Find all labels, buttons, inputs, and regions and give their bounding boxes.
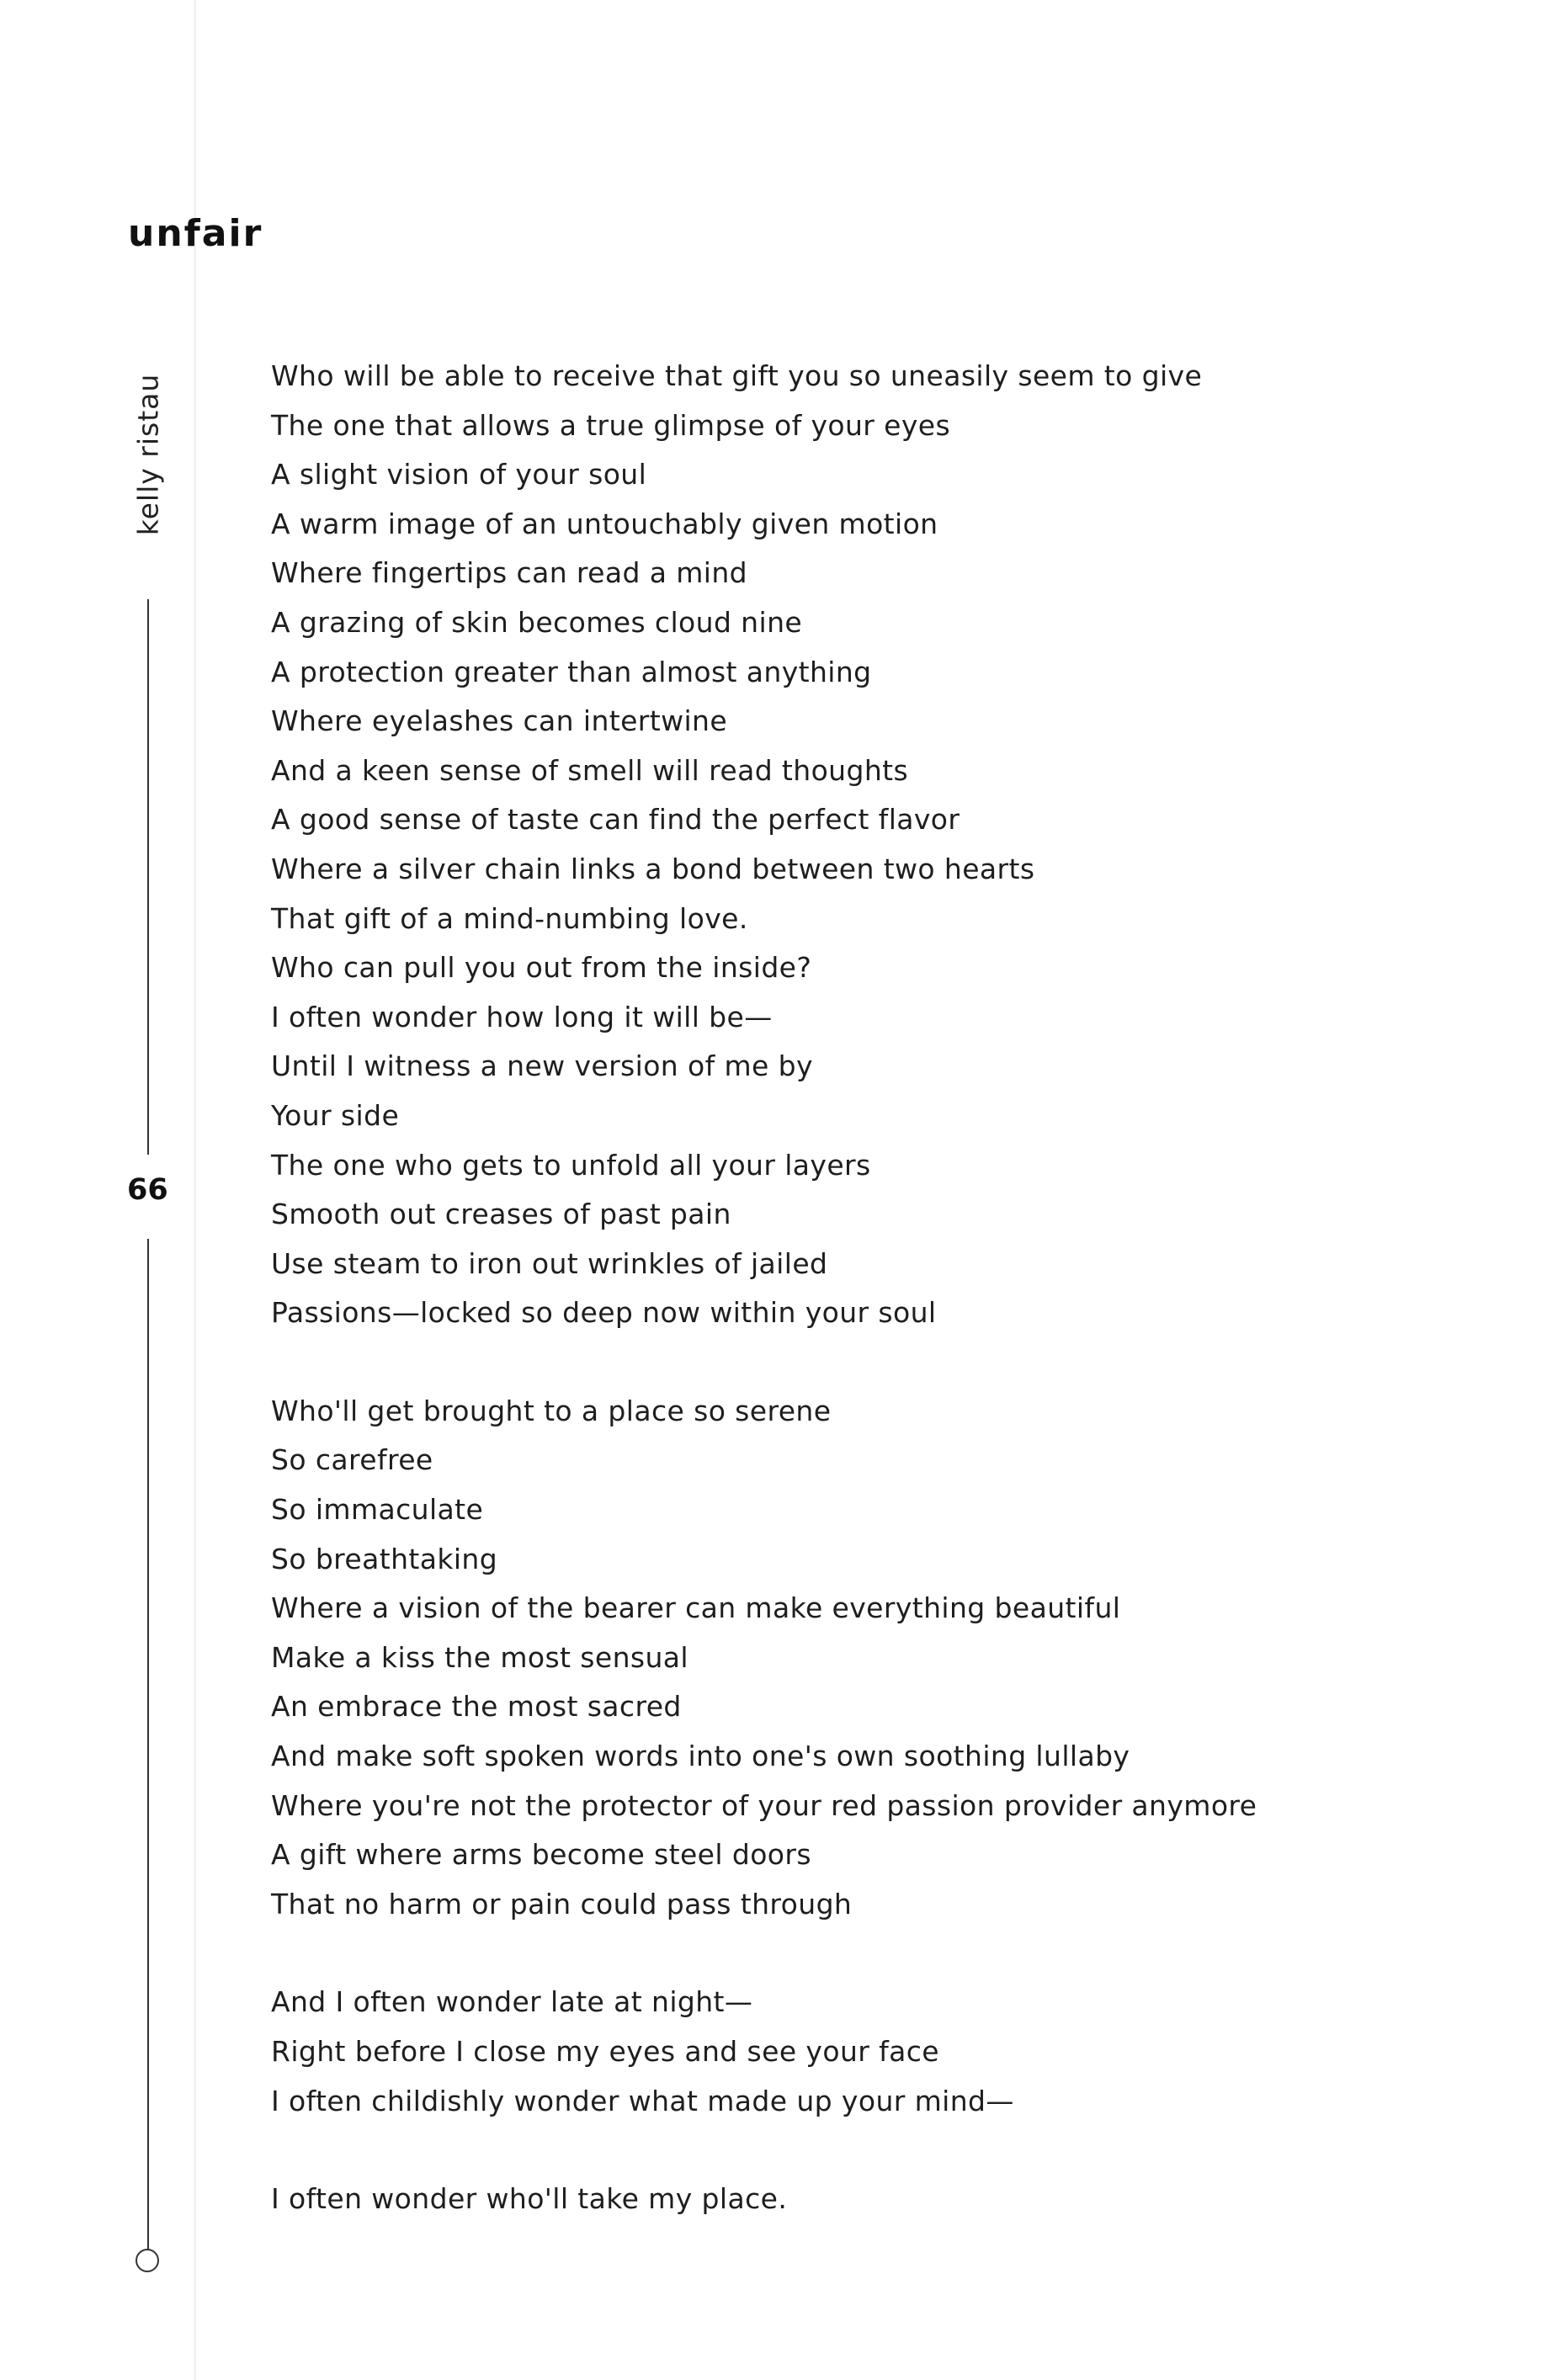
poem-line: Who can pull you out from the inside? xyxy=(271,951,812,985)
margin-rule-bottom xyxy=(147,1239,149,2250)
poem-line: So carefree xyxy=(271,1443,433,1477)
poem-line: A grazing of skin becomes cloud nine xyxy=(271,605,803,639)
poem-line: Where eyelashes can intertwine xyxy=(271,704,728,738)
poem-line: Where you're not the protector of your red passion provider anymore xyxy=(271,1788,1257,1822)
poem-line: I often wonder who'll take my place. xyxy=(271,2182,788,2216)
poem-title: unfair xyxy=(128,212,263,255)
poem-line: Passions—locked so deep now within your soul xyxy=(271,1296,937,1330)
poem-line: A warm image of an untouchably given motion xyxy=(271,507,938,540)
poem-line: The one who gets to unfold all your layers xyxy=(271,1148,871,1182)
poem-line: So immaculate xyxy=(271,1493,484,1527)
gutter-shadow xyxy=(194,0,196,2380)
poem-line: So breathtaking xyxy=(271,1542,498,1575)
stanza-2 xyxy=(271,1387,1534,1930)
poem-line: Where fingertips can read a mind xyxy=(271,556,748,590)
stanza-1 xyxy=(271,352,1534,1338)
poem-line: And a keen sense of smell will read thoughts xyxy=(271,753,909,787)
poem-line: Who will be able to receive that gift you so uneasily seem to give xyxy=(271,359,1203,392)
poem-line: Your side xyxy=(271,1098,400,1132)
poem-line: Who'll get brought to a place so serene xyxy=(271,1394,832,1427)
poem-line: That no harm or pain could pass through xyxy=(271,1887,853,1920)
page-number: 66 xyxy=(127,1173,168,1207)
stanza-3 xyxy=(271,1978,1534,2126)
poem-line: Right before I close my eyes and see your face xyxy=(271,2035,940,2068)
poem-line: Until I witness a new version of me by xyxy=(271,1049,813,1083)
author-name: kelly ristau xyxy=(131,373,165,536)
poem-line: And I often wonder late at night— xyxy=(271,1985,753,2019)
poem-line: A slight vision of your soul xyxy=(271,458,647,491)
poem-line: A good sense of taste can find the perfect flavor xyxy=(271,803,960,837)
poem-line: Use steam to iron out wrinkles of jailed xyxy=(271,1246,828,1280)
poem-line: The one that allows a true glimpse of your eyes xyxy=(271,408,951,442)
poem-line: And make soft spoken words into one's own soothing lullaby xyxy=(271,1740,1130,1773)
poem-body xyxy=(271,352,1534,2273)
poem-line: Where a silver chain links a bond between two hearts xyxy=(271,852,1035,885)
poem-line: A gift where arms become steel doors xyxy=(271,1838,811,1872)
poem-line: Where a vision of the bearer can make everything beautiful xyxy=(271,1591,1121,1625)
stanza-4 xyxy=(271,2175,1534,2224)
poem-line: Smooth out creases of past pain xyxy=(271,1198,731,1231)
poem-line: I often wonder how long it will be— xyxy=(271,1000,773,1033)
poem-line: Make a kiss the most sensual xyxy=(271,1640,689,1674)
poem-line: A protection greater than almost anything xyxy=(271,655,872,688)
margin-rule-top xyxy=(147,599,149,1155)
poem-line: That gift of a mind-numbing love. xyxy=(271,901,748,935)
margin-rule-end-circle xyxy=(136,2249,159,2272)
poem-line: I often childishly wonder what made up your mind— xyxy=(271,2084,1014,2117)
poem-line: An embrace the most sacred xyxy=(271,1690,682,1724)
